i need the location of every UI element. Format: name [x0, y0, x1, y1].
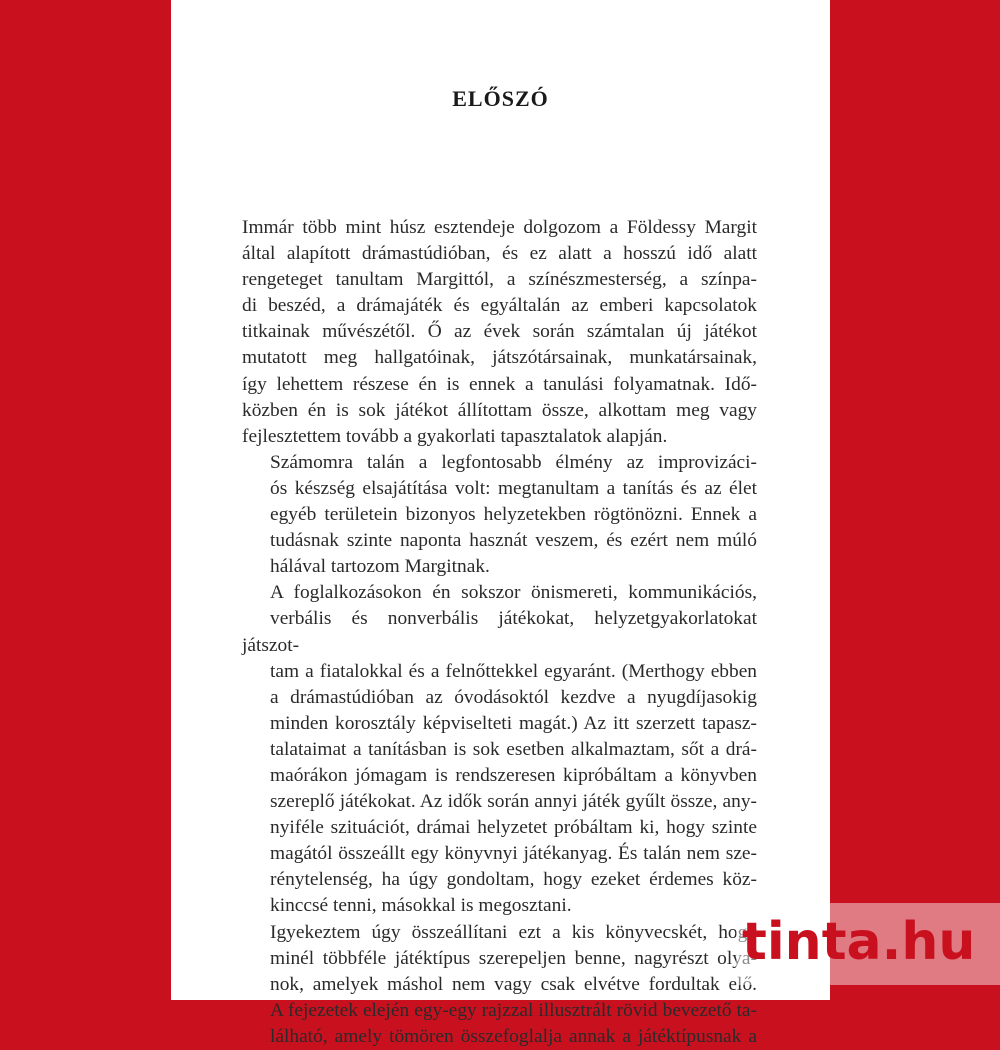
text-line: tudásnak szinte naponta hasznát veszem, és ezért nem múló [270, 530, 757, 552]
text-line: lálható, amely tömören összefoglalja annak a játéktípusnak a [270, 1025, 757, 1047]
text-line: közben én is sok játékot állítottam össze, alkottam meg vagy [242, 399, 757, 421]
text-line: ós készség elsajátítása volt: megtanultam a tanítás és az élet [270, 477, 757, 499]
text-line: nok, amelyek máshol nem vagy csak elvétve fordultak elő. [270, 973, 757, 995]
text-line: verbális és nonverbális játékokat, helyzetgyakorlatokat játszot- [242, 608, 757, 656]
text-line: nyiféle szituációt, drámai helyzetet próbáltam ki, hogy szinte [270, 817, 757, 839]
text-line: rénytelenség, ha úgy gondoltam, hogy ezeket érdemes köz- [270, 869, 757, 891]
paragraph-3 [242, 580, 757, 919]
text-line: magától összeállt egy könyvnyi játékanyag. És talán nem sze- [270, 843, 757, 865]
text-line: A fejezetek elején egy-egy rajzzal illusztrált rövid bevezető ta- [270, 999, 757, 1021]
paragraph-4 [242, 920, 757, 1050]
text-line: A foglalkozásokon én sokszor önismereti, kommunikációs, [270, 582, 757, 604]
text-line: Immár több mint húsz esztendeje dolgozom a Földessy Margit [242, 217, 757, 238]
text-line: a drámastúdióban az óvodásoktól kezdve a nyugdíjasokig [270, 686, 757, 708]
text-line: tam a fiatalokkal és a felnőttekkel egyaránt. (Merthogy ebben [270, 660, 757, 682]
text-line: egyéb területein bizonyos helyzetekben rögtönözni. Ennek a [270, 504, 757, 526]
text-line: így lehettem részese én is ennek a tanulási folyamatnak. Idő- [242, 373, 757, 395]
page-title: ELŐSZÓ [452, 86, 549, 111]
text-line: kinccsé tenni, másokkal is megosztani. [270, 895, 572, 917]
paragraph-2 [242, 450, 757, 580]
text-line: titkainak művészétől. Ő az évek során számtalan új játékot [242, 321, 757, 343]
text-line: minél többféle játéktípus szerepeljen benne, nagyrészt olya- [270, 947, 757, 969]
paragraph-1 [242, 215, 757, 450]
text-line: minden korosztály képviselteti magát.) Az itt szerzett tapasz- [270, 712, 757, 734]
text-line: által alapított drámastúdióban, és ez alatt a hosszú idő alatt [242, 243, 757, 265]
book-page [171, 0, 830, 1047]
text-line: hálával tartozom Margitnak. [270, 556, 490, 578]
text-line: mutatott meg hallgatóinak, játszótársainak, munkatársainak, [242, 347, 757, 369]
watermark-logo: tinta.hu [742, 912, 976, 972]
text-line: di beszéd, a drámajáték és egyáltalán az emberi kapcsolatok [242, 295, 757, 317]
text-line: talataimat a tanításban is sok esetben alkalmaztam, sőt a drá- [270, 738, 757, 760]
body-text [242, 215, 757, 1050]
text-line: Számomra talán a legfontosabb élmény az improvizáci- [270, 451, 757, 473]
text-line: fejlesztettem tovább a gyakorlati tapasztalatok alapján. [242, 425, 668, 447]
text-line: maórákon jómagam is rendszeresen kipróbáltam a könyvben [270, 764, 757, 786]
text-line: Igyekeztem úgy összeállítani ezt a kis könyvecskét, hogy [270, 921, 757, 943]
text-line: rengeteget tanultam Margittól, a színészmesterség, a színpa- [242, 269, 757, 291]
text-line: szereplő játékokat. Az idők során annyi játék gyűlt össze, any- [270, 791, 757, 813]
